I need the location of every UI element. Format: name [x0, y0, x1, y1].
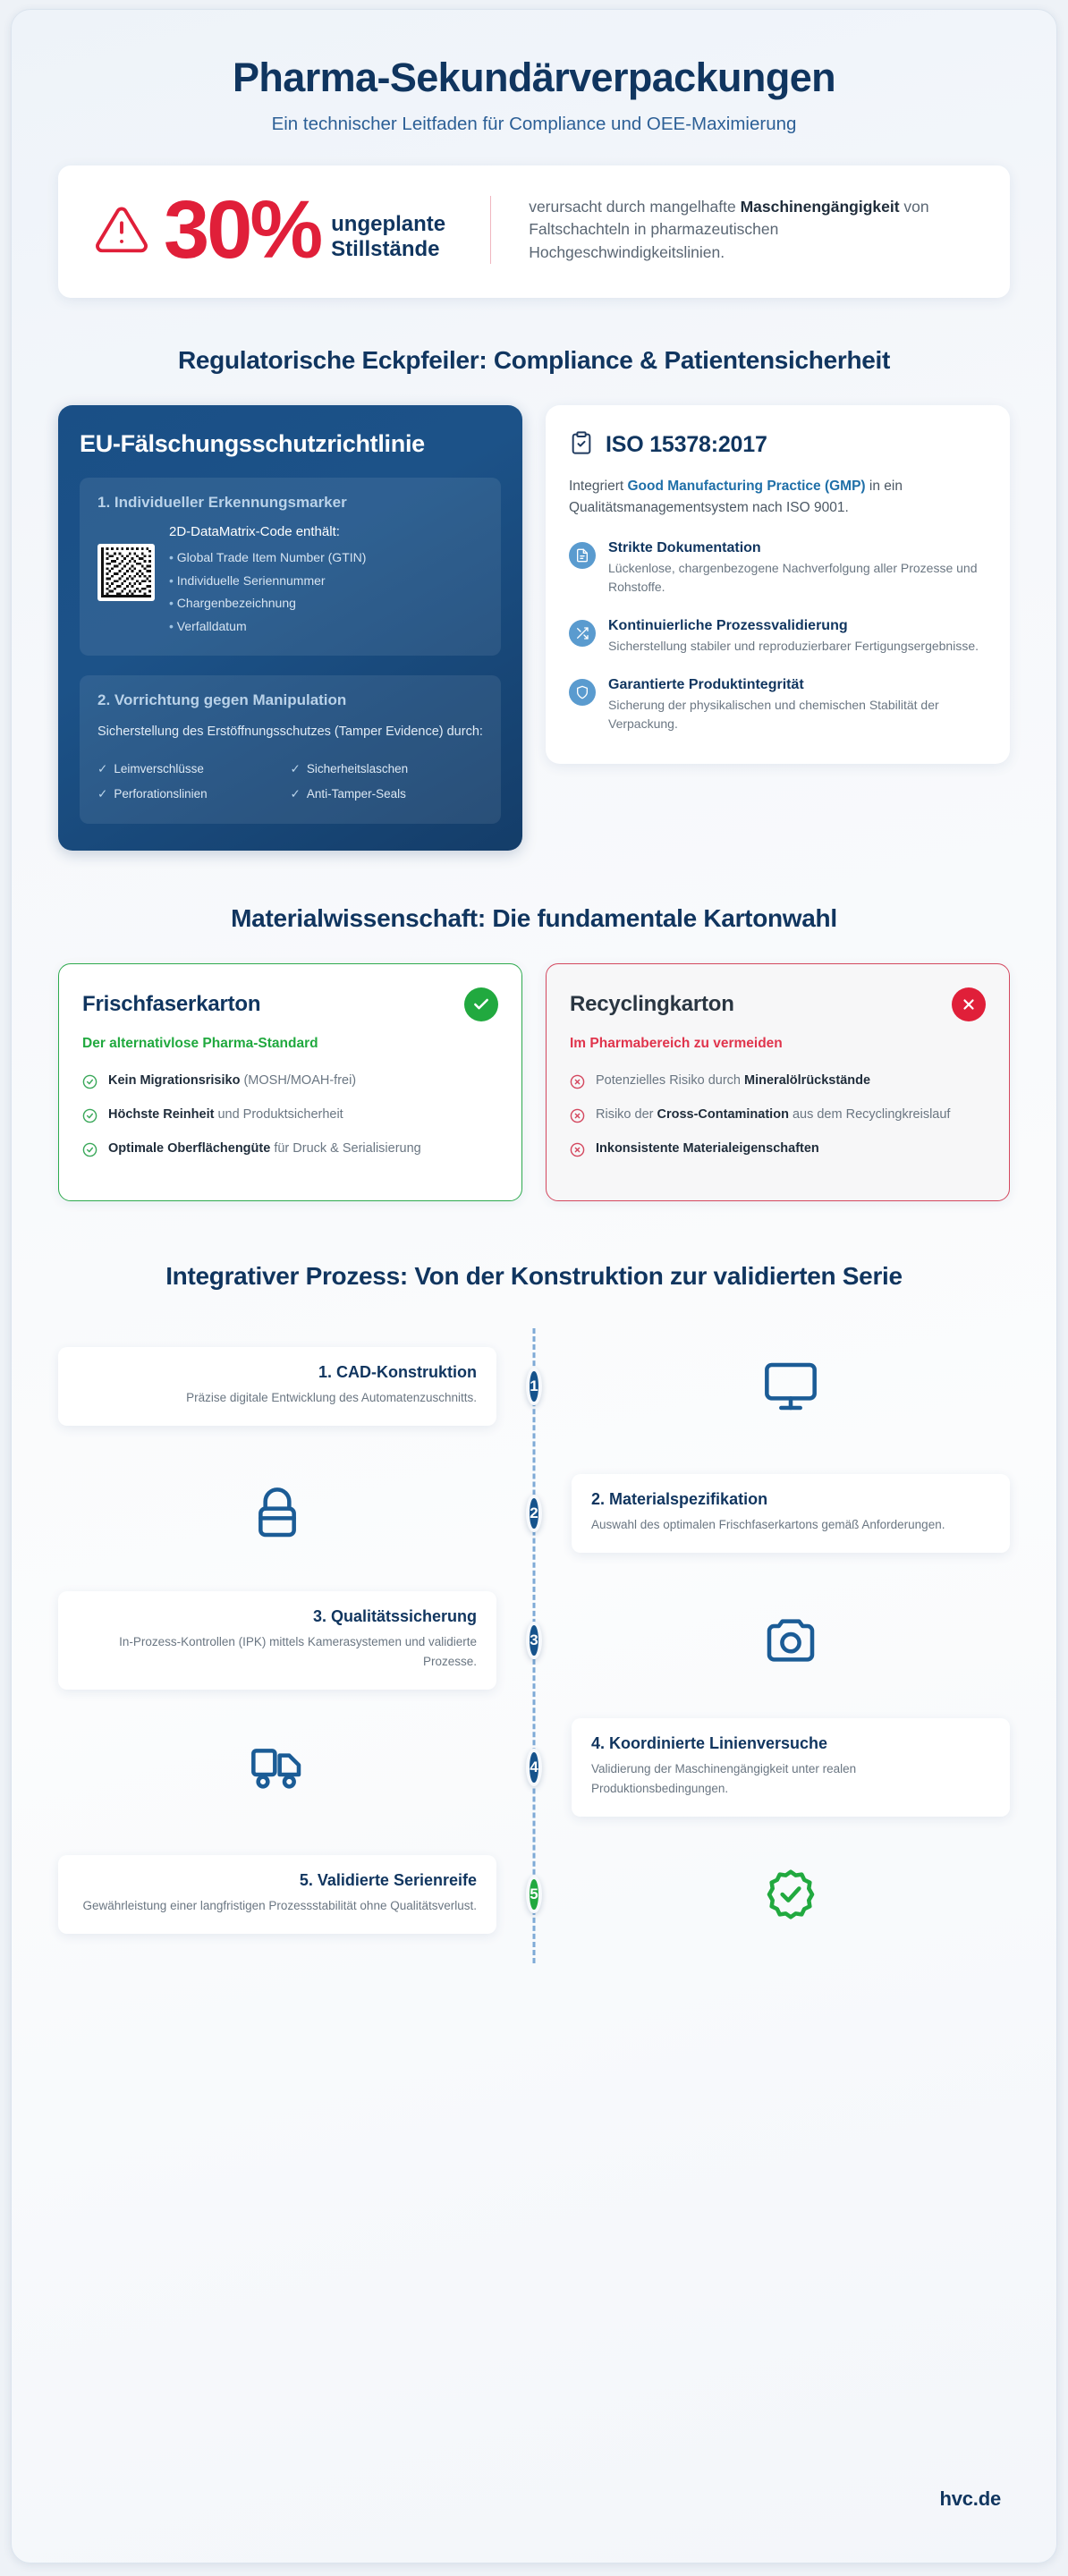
item-pre: Potenzielles Risiko durch: [596, 1073, 745, 1089]
material-bad-title: Recyclingkarton: [570, 992, 734, 1017]
eu-block1-heading: 1. Individueller Erkennungsmarker: [97, 494, 347, 512]
shield-check-icon: [569, 679, 596, 706]
material-good-title: Frischfaserkarton: [82, 992, 261, 1017]
cross-circle-icon: [570, 1074, 585, 1089]
warning-triangle-icon: [94, 202, 149, 258]
item-rest: und Produktsicherheit: [214, 1107, 343, 1123]
item-bold: Mineralölrückstände: [744, 1073, 871, 1089]
step-number-badge: 4: [526, 1749, 541, 1786]
list-item: [570, 1140, 986, 1158]
iso-intro-bold: Good Manufacturing Practice (GMP): [627, 479, 866, 495]
step-title: 3. Qualitätssicherung: [312, 1607, 477, 1626]
item-rest: für Druck & Serialisierung: [270, 1141, 421, 1157]
virgin-fibre-card: [58, 963, 522, 1201]
step-card: [58, 1591, 496, 1689]
list-item: • Chargenbezeichnung: [169, 592, 483, 614]
material-columns: [58, 963, 1010, 1201]
check-icon: ✓: [97, 786, 108, 801]
check-icon: [464, 987, 498, 1021]
page-subtitle: Ein technischer Leitfaden für Compliance und OEE-Maximierung: [271, 113, 797, 134]
list-item: [82, 1106, 498, 1124]
stat-label-line2: Stillstände: [331, 237, 440, 261]
step-desc: Validierung der Maschinengängigkeit unter realen Produktionsbedingungen.: [591, 1762, 857, 1795]
iso-intro-post: in ein Qualitätsmanagementsystem nach ISO 9001.: [569, 479, 903, 516]
item-bold: Optimale Oberflächengüte: [108, 1141, 271, 1157]
truck-icon: [58, 1739, 496, 1796]
document-icon: [569, 542, 596, 569]
shuffle-icon: [569, 620, 596, 647]
item-bold: Inkonsistente Materialeigenschaften: [596, 1141, 819, 1157]
tamper-features-grid: [97, 757, 483, 806]
datamatrix-caption: 2D-DataMatrix-Code enthält:: [169, 524, 340, 540]
material-good-subtitle: Der alternativlose Pharma-Standard: [82, 1036, 318, 1052]
list-item: [291, 757, 484, 782]
page-title: Pharma-Sekundärverpackungen: [232, 55, 836, 100]
datamatrix-code-icon: [97, 544, 155, 601]
check-circle-icon: [82, 1142, 97, 1157]
list-item: [82, 1072, 498, 1090]
iso-feature-title: Kontinuierliche Prozessvalidierung: [608, 618, 848, 634]
step-title: 1. CAD-Konstruktion: [318, 1363, 477, 1382]
process-timeline: [58, 1323, 1010, 1967]
list-item: [97, 757, 291, 782]
list-item: • Individuelle Seriennummer: [169, 570, 483, 592]
list-item: [82, 1140, 498, 1158]
step-title: 5. Validierte Serienreife: [299, 1871, 477, 1890]
stat-divider: [490, 196, 491, 265]
step-number-badge: 1: [526, 1368, 541, 1405]
item-bold: Cross-Contamination: [657, 1107, 789, 1123]
iso-feature-validation: [569, 618, 987, 656]
step-card: [58, 1855, 496, 1934]
eu-directive-card: [58, 405, 522, 851]
package-icon: [58, 1485, 496, 1542]
list-item: [97, 782, 291, 807]
infographic-sheet: [11, 9, 1057, 2563]
check-circle-icon: [82, 1074, 97, 1089]
eu-block-marker: [80, 478, 501, 656]
step-desc: In-Prozess-Kontrollen (IPK) mittels Kamerasystemen und validierte Prozesse.: [119, 1635, 477, 1668]
list-item: • Verfalldatum: [169, 615, 483, 638]
clipboard-check-icon: [569, 430, 594, 460]
tamper-item-label: Leimverschlüsse: [114, 761, 204, 775]
iso-feature-integrity: [569, 677, 987, 733]
check-icon: ✓: [290, 786, 301, 801]
stat-description: [529, 196, 974, 265]
step-title: 4. Koordinierte Linienversuche: [591, 1734, 828, 1753]
step-card: [572, 1718, 1010, 1816]
step-card: [572, 1474, 1010, 1553]
stat-desc-post: von Faltschachteln in pharmazeutischen Hochgeschwindigkeitslinien.: [529, 197, 929, 261]
eu-block2-heading: 2. Vorrichtung gegen Manipulation: [97, 691, 347, 709]
item-bold: Kein Migrationsrisiko: [108, 1073, 241, 1089]
step-card: [58, 1347, 496, 1426]
cross-icon: [952, 987, 986, 1021]
stat-desc-bold: Maschinengängigkeit: [740, 197, 900, 216]
iso-card-title: ISO 15378:2017: [606, 432, 767, 458]
check-icon: ✓: [97, 761, 108, 775]
iso-feature-desc: Sicherung der physikalischen und chemischen Stabilität der Verpackung.: [608, 698, 939, 732]
timeline-step-1: [58, 1323, 1010, 1450]
stat-number: 30%: [164, 183, 321, 275]
iso-intro: [569, 476, 987, 519]
list-item: [570, 1106, 986, 1124]
material-bad-list: [570, 1072, 986, 1158]
tamper-item-label: Anti-Tamper-Seals: [306, 786, 406, 801]
step-desc: Auswahl des optimalen Frischfaserkartons gemäß Anforderungen.: [591, 1518, 945, 1532]
brand-logo: hvc.de: [939, 2487, 1001, 2510]
eu-column: [58, 405, 522, 851]
timeline-step-4: [58, 1704, 1010, 1831]
iso-card: [546, 405, 1010, 764]
step-number-badge: 3: [526, 1622, 541, 1659]
item-pre: Risiko der: [596, 1107, 657, 1123]
datamatrix-content-list: [169, 547, 483, 638]
iso-feature-title: Strikte Dokumentation: [608, 540, 761, 556]
recycled-board-card: [546, 963, 1010, 1201]
item-post: aus dem Recyclingkreislauf: [788, 1107, 951, 1123]
iso-feature-desc: Sicherstellung stabiler und reproduzierbarer Fertigungsergebnisse.: [608, 639, 979, 654]
material-good-column: [58, 963, 522, 1201]
eu-card-title: EU-Fälschungsschutzrichtlinie: [80, 430, 425, 458]
cross-circle-icon: [570, 1108, 585, 1123]
stat-desc-pre: verursacht durch mangelhafte: [529, 197, 741, 216]
iso-feature-documentation: [569, 540, 987, 597]
section-heading-material: Materialwissenschaft: Die fundamentale Kartonwahl: [231, 904, 837, 933]
section-heading-process: Integrativer Prozess: Von der Konstruktion zur validierten Serie: [165, 1262, 903, 1291]
step-number-badge: 2: [526, 1495, 541, 1532]
step-desc: Präzise digitale Entwicklung des Automatenzuschnitts.: [186, 1391, 477, 1405]
list-item: [291, 782, 484, 807]
item-rest: (MOSH/MOAH-frei): [240, 1073, 357, 1089]
step-desc: Gewährleistung einer langfristigen Prozessstabilität ohne Qualitätsverlust.: [82, 1899, 477, 1913]
check-icon: ✓: [290, 761, 301, 775]
timeline-step-3: [58, 1577, 1010, 1704]
iso-feature-desc: Lückenlose, chargenbezogene Nachverfolgung aller Prozesse und Rohstoffe.: [608, 561, 978, 595]
iso-intro-pre: Integriert: [569, 479, 628, 495]
list-item: • Global Trade Item Number (GTIN): [169, 547, 483, 569]
verified-badge-icon: [572, 1866, 1010, 1923]
material-bad-column: [546, 963, 1010, 1201]
tamper-item-label: Sicherheitslaschen: [306, 761, 409, 775]
section-heading-regulatory: Regulatorische Eckpfeiler: Compliance & Patientensicherheit: [177, 346, 891, 375]
eu-block2-text: Sicherstellung des Erstöffnungsschutzes (Tamper Evidence) durch:: [97, 724, 483, 740]
material-bad-subtitle: Im Pharmabereich zu vermeiden: [570, 1036, 783, 1052]
iso-column: [546, 405, 1010, 764]
step-title: 2. Materialspezifikation: [591, 1490, 768, 1509]
camera-icon: [572, 1612, 1010, 1669]
material-good-list: [82, 1072, 498, 1158]
timeline-step-2: [58, 1450, 1010, 1577]
check-circle-icon: [82, 1108, 97, 1123]
cross-circle-icon: [570, 1142, 585, 1157]
eu-block-tamper: [80, 675, 501, 824]
list-item: [570, 1072, 986, 1090]
stat-label-line1: ungeplante: [331, 211, 446, 236]
item-bold: Höchste Reinheit: [108, 1107, 215, 1123]
timeline-step-5: [58, 1831, 1010, 1958]
regulatory-columns: [58, 405, 1010, 851]
stat-card: [58, 165, 1010, 299]
iso-feature-title: Garantierte Produktintegrität: [608, 677, 804, 693]
step-number-badge: 5: [526, 1876, 541, 1913]
monitor-icon: [572, 1358, 1010, 1415]
tamper-item-label: Perforationslinien: [114, 786, 208, 801]
